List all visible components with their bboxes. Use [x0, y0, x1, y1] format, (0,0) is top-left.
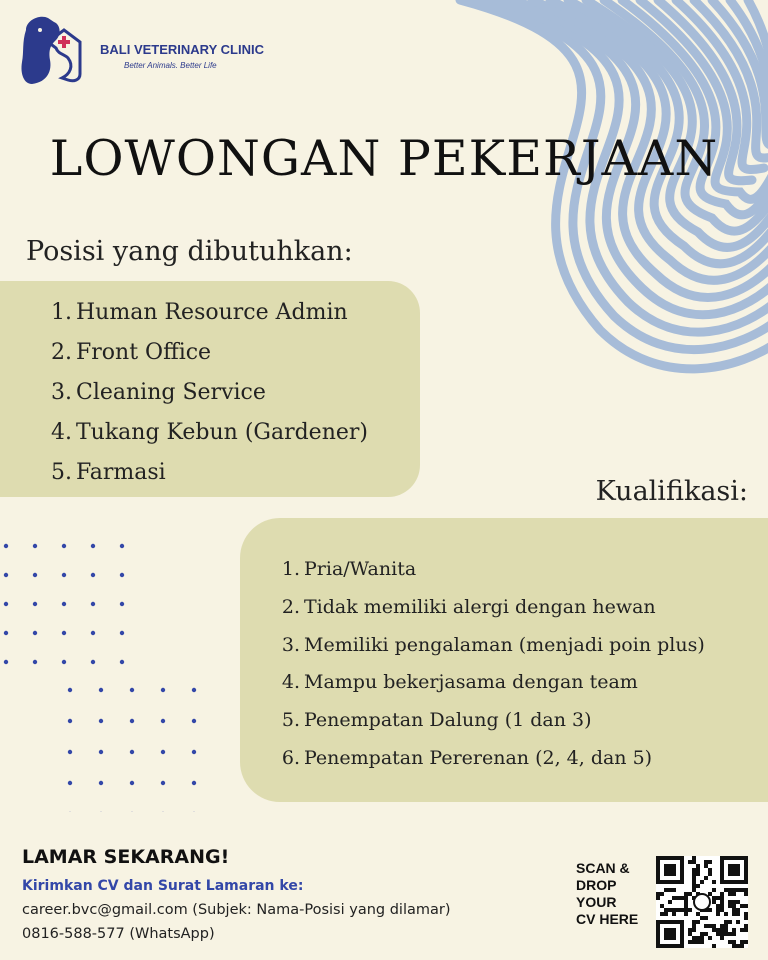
list-item	[46, 373, 368, 413]
apply-subtitle: Kirimkan CV dan Surat Lamaran ke:	[22, 878, 304, 894]
item-label: Penempatan Dalung (1 dan 3)	[304, 709, 592, 732]
positions-list	[46, 293, 368, 493]
qr-code-icon[interactable]	[656, 856, 748, 948]
item-label: Front Office	[76, 340, 212, 365]
dot	[130, 781, 134, 785]
clinic-name: BALI VETERINARY CLINIC	[100, 42, 264, 57]
list-item	[276, 702, 705, 740]
dot	[62, 573, 66, 577]
dot	[4, 602, 8, 606]
dot	[68, 688, 72, 692]
dot	[130, 750, 134, 754]
dot	[130, 719, 134, 723]
dot-grid-decoration	[0, 538, 140, 668]
dot	[33, 602, 37, 606]
dot	[91, 544, 95, 548]
item-number: 3.	[281, 633, 300, 656]
dot	[161, 688, 165, 692]
item-label: Human Resource Admin	[76, 300, 348, 325]
dot	[130, 688, 134, 692]
dot	[161, 719, 165, 723]
item-number: 6.	[281, 746, 300, 769]
apply-email: career.bvc@gmail.com (Subjek: Nama-Posisi yang dilamar)	[22, 902, 451, 918]
list-item	[276, 627, 705, 665]
item-number: 4.	[51, 420, 72, 445]
item-label: Penempatan Pererenan (2, 4, dan 5)	[304, 746, 653, 769]
dot	[91, 631, 95, 635]
positions-heading: Posisi yang dibutuhkan:	[26, 236, 353, 267]
dot	[62, 631, 66, 635]
item-number: 1.	[51, 300, 72, 325]
list-item	[46, 453, 368, 493]
item-label: Memiliki pengalaman (menjadi poin plus)	[304, 633, 705, 656]
dot	[192, 688, 196, 692]
dot	[120, 631, 124, 635]
dot	[91, 660, 95, 664]
qualifications-list	[276, 551, 705, 778]
dot	[120, 602, 124, 606]
dot	[62, 602, 66, 606]
dot	[91, 602, 95, 606]
dot	[68, 719, 72, 723]
dot	[4, 573, 8, 577]
item-label: Cleaning Service	[76, 380, 266, 405]
scan-line: SCAN &	[576, 860, 630, 876]
dot	[33, 573, 37, 577]
dot	[33, 544, 37, 548]
dot	[99, 750, 103, 754]
dot	[68, 750, 72, 754]
dot-grid-decoration	[62, 682, 212, 812]
dot	[192, 781, 196, 785]
dot	[192, 719, 196, 723]
dot	[99, 688, 103, 692]
dot	[91, 573, 95, 577]
apply-title: LAMAR SEKARANG!	[22, 846, 230, 868]
item-number: 5.	[51, 460, 72, 485]
dot	[4, 660, 8, 664]
dot	[62, 544, 66, 548]
scan-line: DROP	[576, 877, 617, 893]
item-label: Farmasi	[76, 460, 166, 485]
clinic-logo	[18, 12, 288, 88]
item-number: 2.	[51, 340, 72, 365]
item-label: Tukang Kebun (Gardener)	[76, 420, 368, 445]
list-item	[276, 589, 705, 627]
dot	[120, 573, 124, 577]
item-number: 3.	[51, 380, 72, 405]
list-item	[46, 293, 368, 333]
item-label: Pria/Wanita	[304, 558, 417, 580]
item-label: Mampu bekerjasama dengan team	[304, 671, 638, 694]
list-item	[276, 551, 705, 589]
list-item	[276, 664, 705, 702]
item-number: 2.	[281, 595, 300, 618]
dot	[99, 781, 103, 785]
dot	[62, 660, 66, 664]
dot	[33, 631, 37, 635]
dot	[120, 544, 124, 548]
scan-line: CV HERE	[576, 911, 639, 927]
dot	[161, 750, 165, 754]
list-item	[46, 413, 368, 453]
dot	[120, 660, 124, 664]
list-item	[46, 333, 368, 373]
dot	[99, 719, 103, 723]
dot	[4, 544, 8, 548]
scan-instructions	[576, 860, 656, 928]
list-item	[276, 740, 705, 778]
scan-line: YOUR	[576, 894, 617, 910]
dot	[4, 631, 8, 635]
page-title: LOWONGAN PEKERJAAN	[49, 130, 719, 187]
dot	[161, 781, 165, 785]
qualifications-heading: Kualifikasi:	[595, 476, 748, 507]
dot	[68, 781, 72, 785]
clinic-tagline: Better Animals. Better Life	[124, 61, 217, 70]
item-number: 5.	[281, 709, 300, 732]
dot	[33, 660, 37, 664]
apply-phone: 0816-588-577 (WhatsApp)	[22, 926, 215, 942]
dog-cat-house-icon	[18, 12, 84, 86]
item-number: 4.	[281, 671, 300, 694]
item-label: Tidak memiliki alergi dengan hewan	[304, 595, 656, 618]
dot	[192, 750, 196, 754]
item-number: 1.	[281, 558, 300, 580]
